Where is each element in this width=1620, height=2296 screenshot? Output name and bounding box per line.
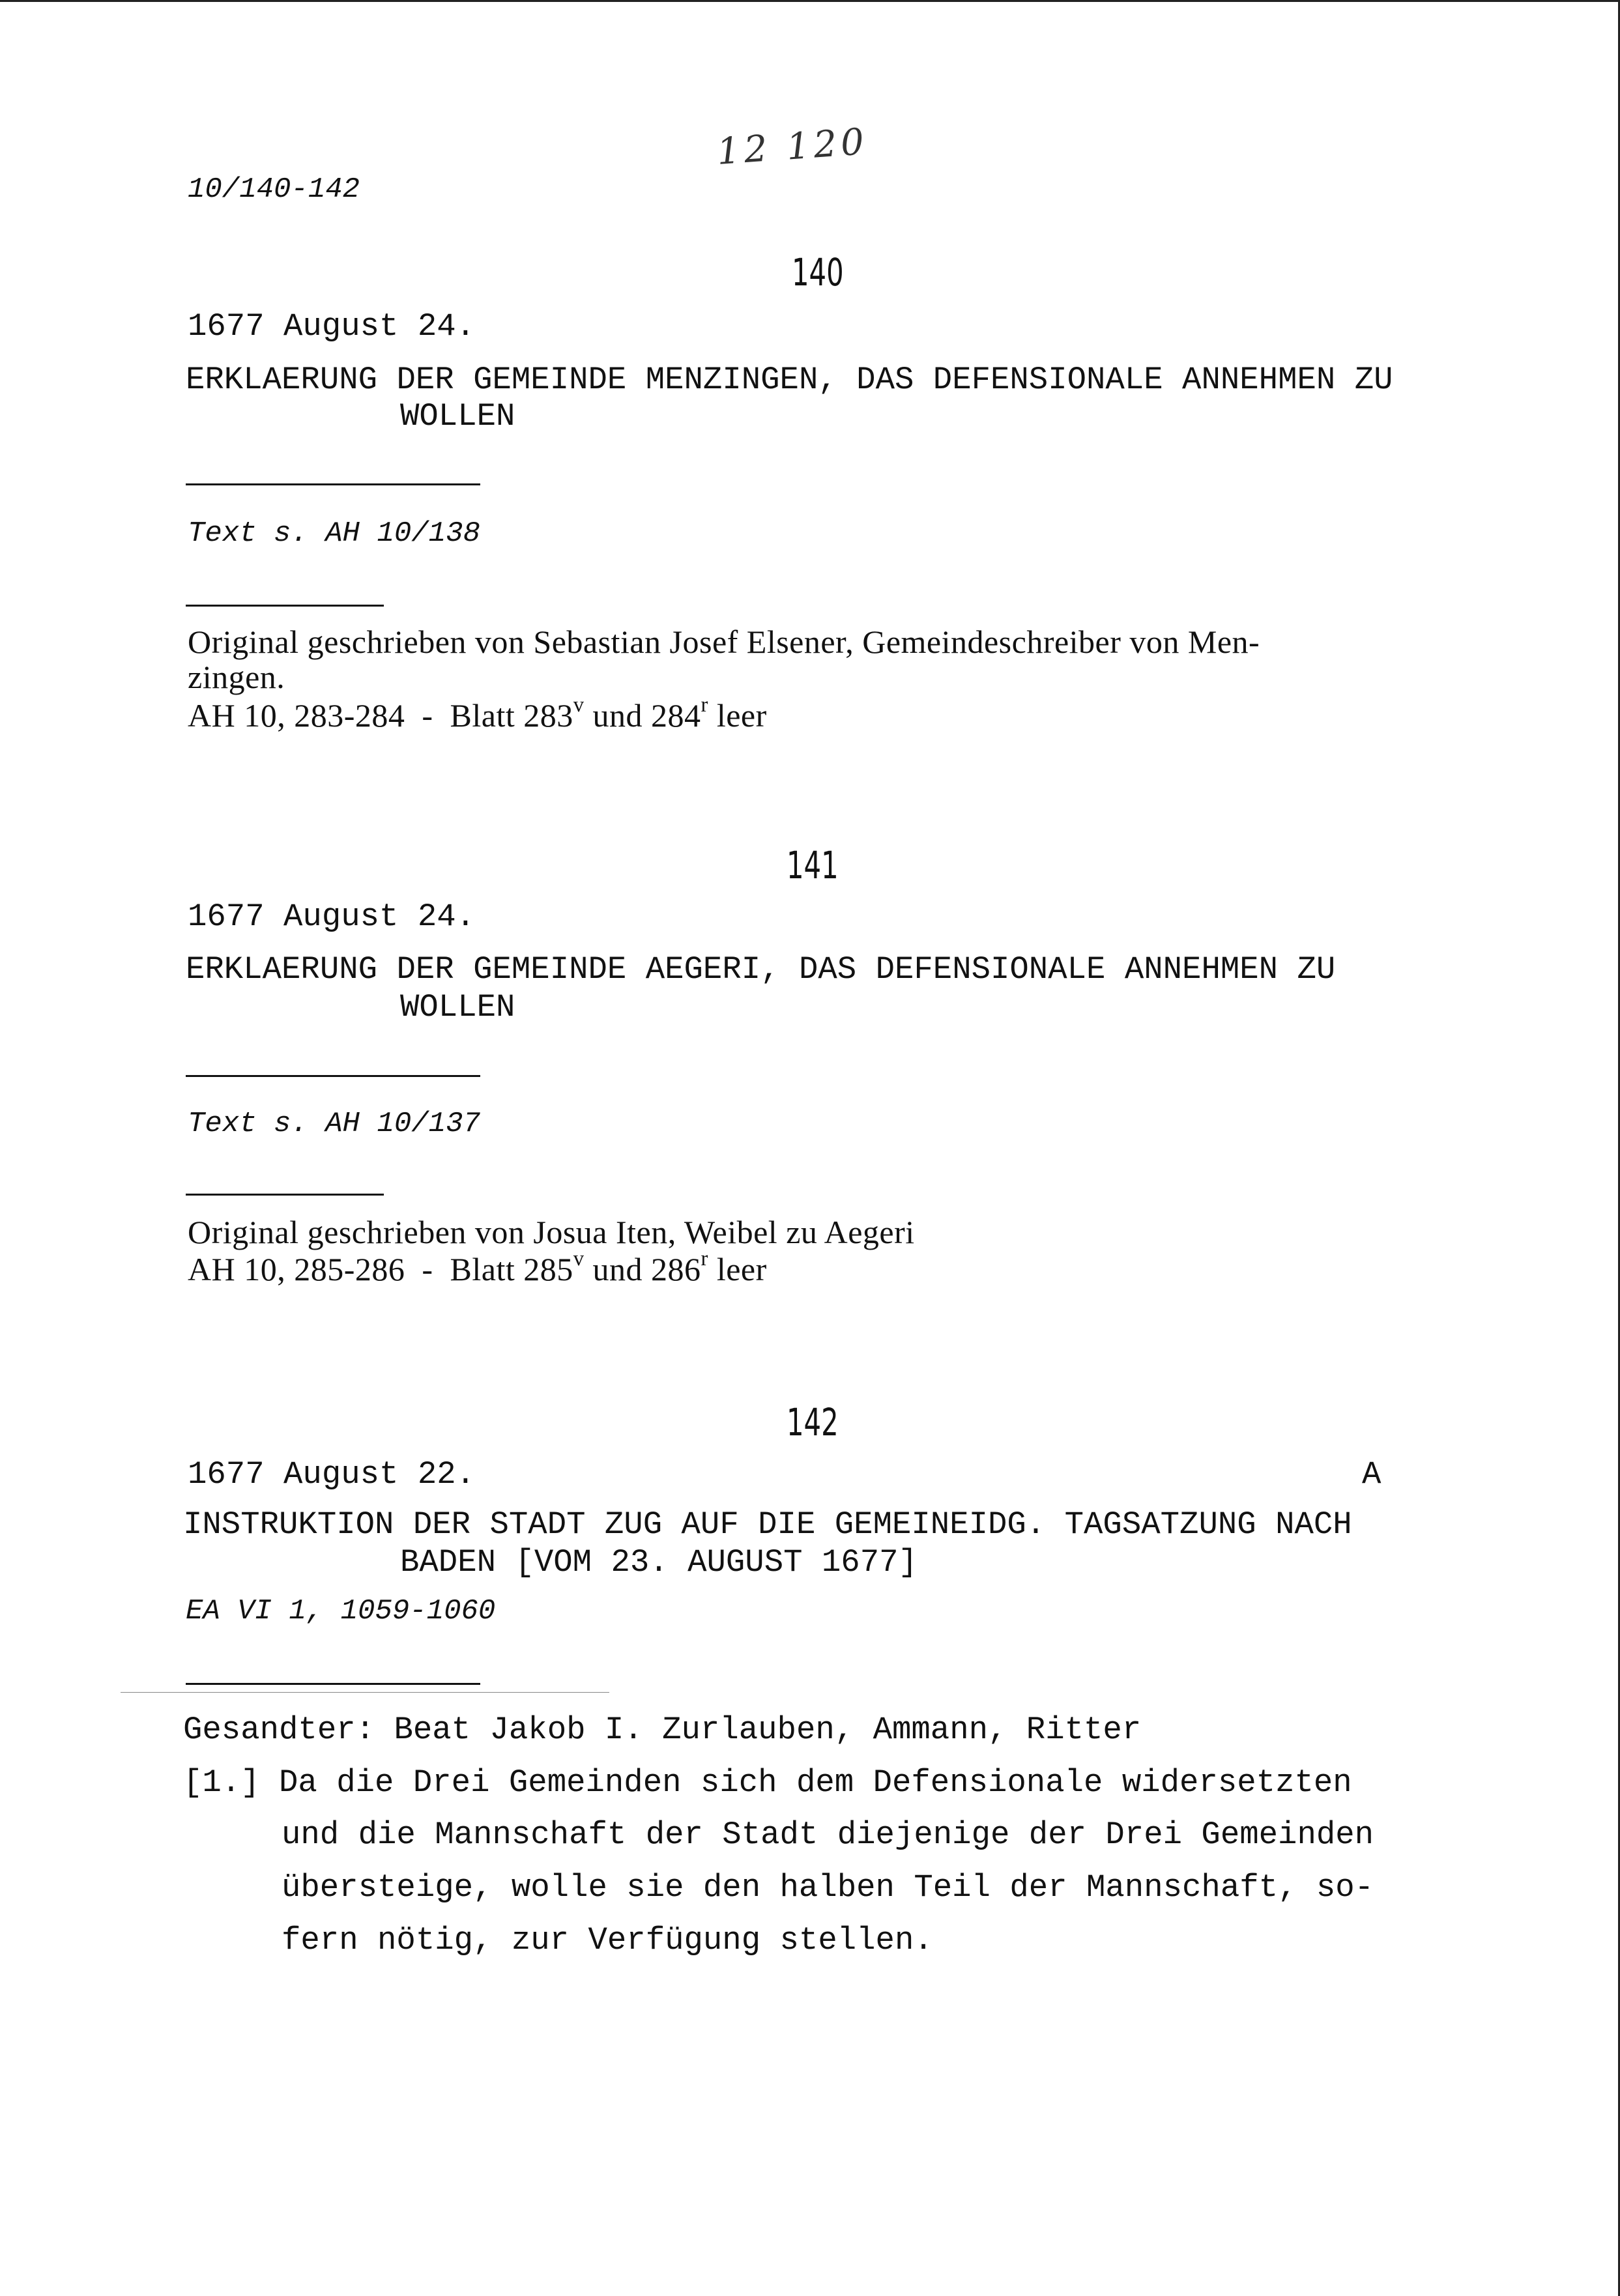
entry-title: ERKLAERUNG DER GEMEINDE MENZINGEN, DAS DEFENSIONALE ANNEHMEN ZU — [186, 362, 1393, 398]
scan-artifact-line — [121, 1692, 609, 1693]
source-text: AH 10, 285-286 - Blatt 285 — [188, 1250, 573, 1287]
paragraph-line: und die Mannschaft der Stadt diejenige der Drei Gemeinden — [282, 1816, 1374, 1853]
entry-title-continued: WOLLEN — [400, 398, 515, 435]
divider — [186, 605, 384, 607]
entry-date: 1677 August 24. — [188, 898, 476, 935]
entry-title: INSTRUKTION DER STADT ZUG AUF DIE GEMEINEIDG. TAGSATZUNG NACH — [183, 1506, 1352, 1543]
source-text: AH 10, 283-284 - Blatt 283 — [188, 696, 573, 734]
source-line — [188, 695, 767, 732]
handwritten-page-number: 12 120 — [715, 120, 869, 174]
entry-title-continued: BADEN [VOM 23. AUGUST 1677] — [400, 1544, 918, 1581]
superscript: r — [701, 1247, 708, 1270]
paragraph-line: übersteige, wolle sie den halben Teil der Mannschaft, so- — [282, 1869, 1374, 1906]
entry-title-continued: WOLLEN — [400, 989, 515, 1026]
entry-number: 140 — [792, 250, 844, 294]
entry-date: 1677 August 24. — [188, 308, 476, 345]
source-text: und 284 — [584, 696, 701, 734]
original-note: Original geschrieben von Sebastian Josef Elsener, Gemeindeschreiber von Men- — [188, 624, 1260, 660]
entry-number: 141 — [787, 843, 839, 887]
source-text: leer — [708, 696, 767, 734]
source-text: leer — [708, 1250, 767, 1287]
source-text: und 286 — [584, 1250, 701, 1287]
entry-title: ERKLAERUNG DER GEMEINDE AEGERI, DAS DEFENSIONALE ANNEHMEN ZU — [186, 951, 1336, 988]
source-line — [188, 1248, 767, 1285]
divider — [186, 483, 480, 485]
original-note: Original geschrieben von Josua Iten, Weibel zu Aegeri — [188, 1214, 915, 1250]
envoy-line: Gesandter: Beat Jakob I. Zurlauben, Ammann, Ritter — [183, 1712, 1142, 1748]
edition-reference: EA VI 1, 1059-1060 — [186, 1595, 496, 1628]
divider — [186, 1683, 480, 1685]
divider — [186, 1194, 384, 1196]
document-reference: 10/140-142 — [188, 173, 360, 206]
entry-date: 1677 August 22. — [188, 1456, 476, 1493]
divider — [186, 1075, 480, 1077]
entry-marker: A — [1362, 1456, 1381, 1493]
entry-number: 142 — [787, 1400, 839, 1444]
superscript: v — [573, 693, 585, 717]
superscript: r — [701, 693, 708, 717]
text-reference: Text s. AH 10/138 — [188, 517, 480, 550]
text-reference: Text s. AH 10/137 — [188, 1108, 480, 1140]
paragraph-line: fern nötig, zur Verfügung stellen. — [282, 1922, 933, 1959]
paragraph-line: [1.] Da die Drei Gemeinden sich dem Defensionale widersetzten — [183, 1764, 1352, 1801]
original-note-continued: zingen. — [188, 659, 285, 695]
superscript: v — [573, 1247, 585, 1270]
